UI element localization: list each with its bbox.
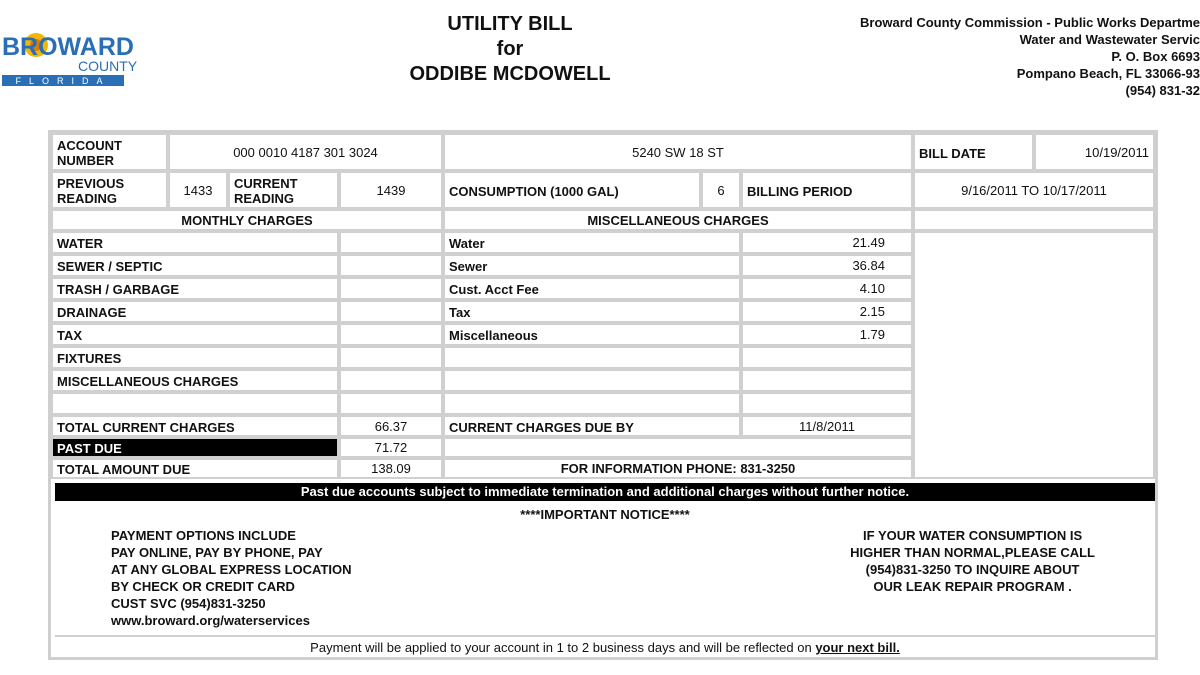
monthly-item-misc: MISCELLANEOUS CHARGES [51,369,339,392]
service-address: 5240 SW 18 ST [443,133,913,171]
total-current-charges-label: TOTAL CURRENT CHARGES [51,415,339,437]
termination-warning-banner: Past due accounts subject to immediate termination and additional charges without further notice. [55,483,1155,501]
misc-item-amount: 4.10 [741,277,913,300]
title-line-1: UTILITY BILL [447,13,573,35]
bill-title [330,12,690,87]
consumption-value: 6 [701,171,741,209]
logo-word: BROWARD [2,33,134,61]
payment-line: CUST SVC (954)831-3250 [111,596,266,611]
payment-line: PAYMENT OPTIONS INCLUDE [111,528,296,543]
misc-blank-amount [741,346,913,369]
misc-blank-amount [741,369,913,392]
blank-header-cell [913,209,1155,231]
account-number: 000 0010 4187 301 3024 [168,133,443,171]
broward-county-logo [0,28,138,88]
misc-item-amount: 36.84 [741,254,913,277]
monthly-item-drainage-amount [339,300,443,323]
total-amount-due-label: TOTAL AMOUNT DUE [51,458,339,479]
monthly-blank-amount [339,392,443,415]
misc-item-amount: 1.79 [741,323,913,346]
misc-item-label: Tax [443,300,741,323]
payment-footer [55,635,1155,655]
agency-line-1: Broward County Commission - Public Works Departme [860,15,1200,30]
past-due-label: PAST DUE [51,437,339,458]
monthly-item-sewer: SEWER / SEPTIC [51,254,339,277]
misc-item-label: Water [443,231,741,254]
misc-blank-row [443,346,741,369]
agency-line-2: Water and Wastewater Servic [1019,32,1200,47]
payment-options [111,527,352,629]
current-reading-label: CURRENT READING [228,171,339,209]
payment-line: PAY ONLINE, PAY BY PHONE, PAY [111,545,323,560]
agency-line-5: (954) 831-32 [1125,83,1200,98]
bill-date-label: BILL DATE [913,133,1034,171]
monthly-charges-header: MONTHLY CHARGES [51,209,443,231]
leak-line: HIGHER THAN NORMAL,PLEASE CALL [850,545,1095,560]
misc-blank-row [443,369,741,392]
misc-item-label: Cust. Acct Fee [443,277,741,300]
misc-charges-header: MISCELLANEOUS CHARGES [443,209,913,231]
info-phone: FOR INFORMATION PHONE: 831-3250 [443,458,913,479]
monthly-item-water: WATER [51,231,339,254]
leak-repair-notice [850,527,1095,595]
logo-graphic [0,28,138,88]
current-reading: 1439 [339,171,443,209]
bill-table [48,130,1158,660]
leak-line: (954)831-3250 TO INQUIRE ABOUT [865,562,1080,577]
misc-blank-amount [741,392,913,415]
monthly-item-fixtures-amount [339,346,443,369]
logo-state: FLORIDA [15,76,111,86]
due-by-label: CURRENT CHARGES DUE BY [443,415,741,437]
water-services-link[interactable]: www.broward.org/waterservices [111,613,310,628]
title-line-2: for [496,38,524,60]
consumption-label: CONSUMPTION (1000 GAL) [443,171,701,209]
billing-period: 9/16/2011 TO 10/17/2011 [913,171,1155,209]
monthly-item-sewer-amount [339,254,443,277]
total-amount-due: 138.09 [339,458,443,479]
agency-line-4: Pompano Beach, FL 33066-93 [1016,66,1200,81]
monthly-item-fixtures: FIXTURES [51,346,339,369]
misc-item-label: Sewer [443,254,741,277]
leak-line: OUR LEAK REPAIR PROGRAM . [873,579,1072,594]
billing-period-label: BILLING PERIOD [741,171,913,209]
monthly-item-drainage: DRAINAGE [51,300,339,323]
payment-line: BY CHECK OR CREDIT CARD [111,579,295,594]
payment-line: AT ANY GLOBAL EXPRESS LOCATION [111,562,352,577]
monthly-item-trash-amount [339,277,443,300]
misc-item-label: Miscellaneous [443,323,741,346]
agency-address [860,14,1200,99]
total-current-charges: 66.37 [339,415,443,437]
previous-reading: 1433 [168,171,228,209]
misc-blank-row [443,392,741,415]
monthly-item-misc-amount [339,369,443,392]
past-due-amount: 71.72 [339,437,443,458]
monthly-item-tax-amount [339,323,443,346]
logo-county: COUNTY [78,58,138,74]
agency-line-3: P. O. Box 6693 [1111,49,1200,64]
bill-date: 10/19/2011 [1034,133,1155,171]
misc-item-amount: 2.15 [741,300,913,323]
customer-name: ODDIBE MCDOWELL [409,63,611,85]
important-notice-title: ****IMPORTANT NOTICE**** [520,507,690,522]
monthly-item-tax: TAX [51,323,339,346]
blank-side-panel [913,231,1155,479]
monthly-item-trash: TRASH / GARBAGE [51,277,339,300]
misc-item-amount: 21.49 [741,231,913,254]
leak-line: IF YOUR WATER CONSUMPTION IS [863,528,1083,543]
previous-reading-label: PREVIOUS READING [51,171,168,209]
footer-text: Payment will be applied to your account in 1 to 2 business days and will be reflected on [310,640,812,655]
monthly-item-water-amount [339,231,443,254]
footer-emphasis: your next bill. [815,640,900,655]
monthly-blank-row [51,392,339,415]
account-number-label: ACCOUNT NUMBER [51,133,168,171]
past-due-blank [443,437,913,458]
due-by-date: 11/8/2011 [741,415,913,437]
